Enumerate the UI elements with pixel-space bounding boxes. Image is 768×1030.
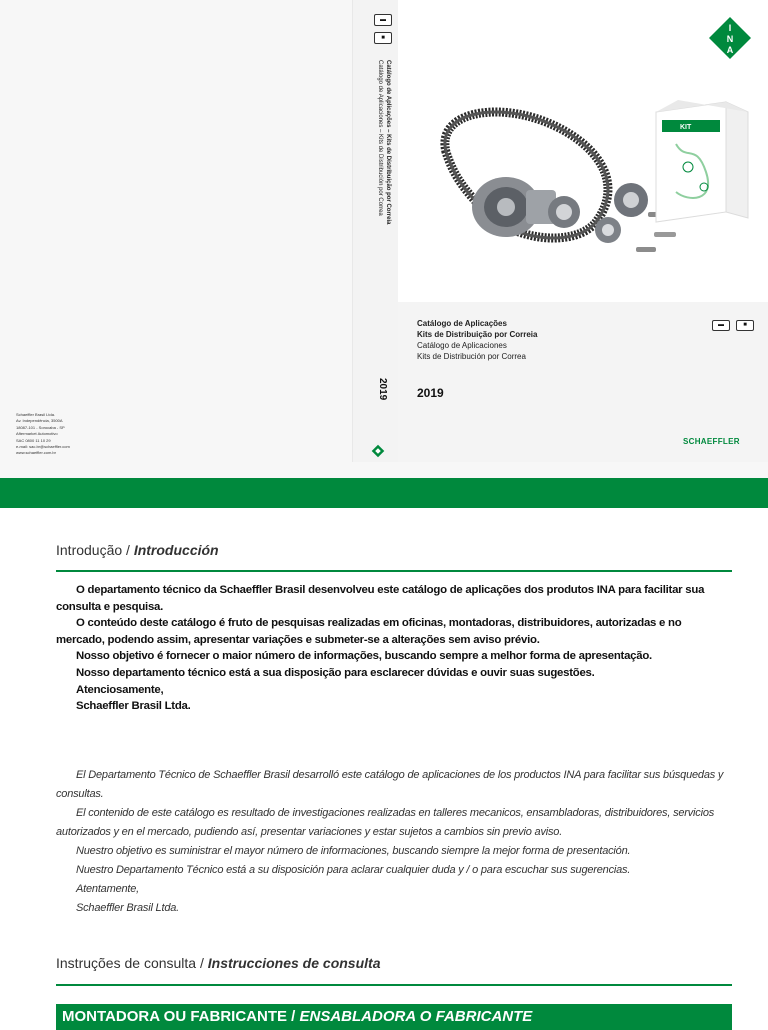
front-title-es-1: Catálogo de Aplicaciones: [417, 341, 507, 350]
intro-text-es: [56, 766, 740, 918]
instructions-heading-es: Instrucciones de consulta: [207, 955, 381, 971]
ina-letter-a: A: [726, 45, 734, 55]
timing-belt-kit-image: [426, 72, 756, 292]
intro-pt-signature: Schaeffler Brasil Ltda.: [76, 700, 191, 713]
truck-icon: ■: [736, 320, 754, 331]
manufacturer-table-header: [56, 1004, 732, 1030]
back-sac: SAC 0800 11 10 29: [16, 437, 51, 443]
spine-vehicle-icons: [374, 14, 392, 50]
instructions-heading: [56, 955, 380, 971]
intro-pt-closing: Atenciosamente,: [76, 683, 164, 696]
truck-icon: ■: [374, 32, 392, 44]
front-title-es-2: Kits de Distribución por Correa: [417, 352, 526, 361]
intro-heading-rule: [56, 570, 732, 572]
water-pump-icon: [472, 177, 556, 237]
intro-es-signature: Schaeffler Brasil Ltda.: [76, 902, 180, 914]
car-icon: ▬: [374, 14, 392, 26]
front-year: 2019: [417, 386, 444, 400]
front-title-pt-1: Catálogo de Aplicações: [417, 319, 507, 328]
table-header-es: ENSABLADORA O FABRICANTE: [299, 1008, 533, 1025]
spine-title: [376, 60, 392, 224]
schaeffler-logo: SCHAEFFLER: [683, 437, 740, 446]
kit-box-icon: [656, 100, 748, 222]
green-divider-band: [0, 478, 768, 508]
front-title: [417, 318, 537, 362]
intro-heading-pt: Introdução /: [56, 542, 130, 558]
tensioner-pulley-icon: [548, 196, 580, 228]
back-address: Av. Independência, 3500A: [16, 418, 63, 424]
spine-title-pt: Catálogo de Aplicações – Kits de Distribuição por Correia: [385, 60, 391, 225]
back-division: Aftermarket Automotivo: [16, 431, 58, 437]
intro-pt-paragraph: O departamento técnico da Schaeffler Brasil desenvolveu este catálogo de aplicações dos produtos INA para facilitar sua consulta e pesquisa.: [56, 584, 705, 613]
back-city: 18087-101 - Sorocaba - SP: [16, 424, 65, 430]
table-header-pt: MONTADORA OU FABRICANTE /: [62, 1008, 296, 1025]
intro-es-paragraph: Nuestro objetivo es suministrar el mayor número de informaciones, buscando siempre la mejor forma de presentación.: [76, 845, 631, 857]
ina-letter-i: I: [728, 23, 732, 33]
intro-heading: [56, 542, 219, 558]
ina-logo-small-icon: [371, 444, 385, 458]
back-website: www.schaeffler.com.br: [16, 450, 56, 456]
intro-heading-es: Introducción: [133, 542, 219, 558]
cover-back-panel: [0, 0, 352, 462]
spine-title-es: Catálogo de Aplicaciones – Kits de Distribución por Correa: [377, 60, 383, 216]
spine-year: 2019: [377, 378, 388, 401]
instructions-heading-pt: Instruções de consulta /: [56, 955, 204, 971]
front-title-pt-2: Kits de Distribuição por Correia: [417, 330, 538, 339]
back-contact-block: [16, 412, 70, 457]
intro-es-closing: Atentamente,: [76, 883, 140, 895]
car-icon: ▬: [712, 320, 730, 331]
intro-pt-paragraph: O conteúdo deste catálogo é fruto de pesquisas realizadas em oficinas, montadoras, distribuidores, autorizadas e no mercado, podendo assim, apresentar variações e submeter-se a alterações sem aviso prévio.: [56, 617, 682, 646]
back-email: e-mail: sac.br@schaeffler.com: [16, 444, 70, 450]
ina-letter-n: N: [726, 34, 734, 44]
front-vehicle-icons: [712, 320, 754, 331]
catalog-cover: [0, 0, 768, 478]
intro-text-pt: [56, 582, 732, 715]
intro-pt-paragraph: Nosso departamento técnico está a sua disposição para esclarecer dúvidas e ouvir suas sugestões.: [76, 666, 595, 679]
back-company: Schaeffler Brasil Ltda.: [16, 412, 56, 417]
intro-es-paragraph: El Departamento Técnico de Schaeffler Brasil desarrolló este catálogo de aplicaciones de los productos INA para facilitar sus búsquedas y consultas.: [56, 769, 724, 800]
intro-es-paragraph: Nuestro Departamento Técnico está a su disposición para aclarar cualquier duda y / o para escuchar sus sugerencias.: [76, 864, 631, 876]
intro-pt-paragraph: Nosso objetivo é fornecer o maior número de informações, buscando sempre a melhor forma de apresentação.: [76, 650, 652, 663]
instructions-heading-rule: [56, 984, 732, 986]
kit-box-label: KIT: [680, 124, 692, 131]
intro-es-paragraph: El contenido de este catálogo es resultado de investigaciones realizadas en talleres mecanicos, ensambladoras, distribuidores, servicios autorizados y en el mercado, pudiendo así, presentar variaciones y estar sujetos a cambios sin previo aviso.: [56, 807, 715, 838]
ina-logo-icon: [708, 16, 752, 60]
